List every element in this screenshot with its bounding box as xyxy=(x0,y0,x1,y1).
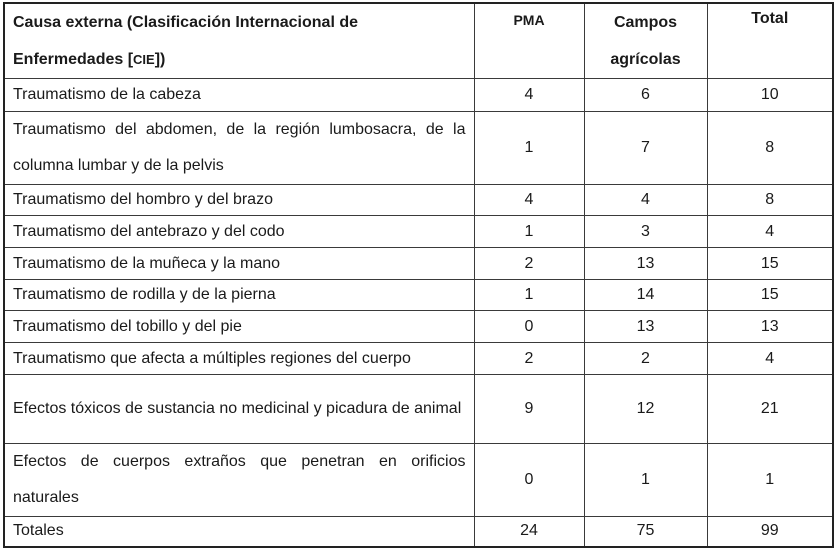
header-cause-line2-pre: Enfermedades [ xyxy=(13,51,134,68)
row-label: Traumatismo del abdomen, de la región lumbosacra, de la columna lumbar y de la pelvis xyxy=(4,112,474,185)
totals-total: 99 xyxy=(707,517,833,547)
row-pma: 0 xyxy=(474,311,584,343)
table-row xyxy=(4,248,833,280)
table-row xyxy=(4,311,833,343)
header-cause-line1: Causa externa (Clasificación Internacional de xyxy=(13,14,359,31)
row-total: 8 xyxy=(707,185,833,216)
header-cause-cie: CIE xyxy=(133,52,155,67)
row-total: 15 xyxy=(707,280,833,311)
row-label: Traumatismo del hombro y del brazo xyxy=(4,185,474,216)
table-row xyxy=(4,216,833,248)
table-row xyxy=(4,79,833,112)
totals-row xyxy=(4,517,833,547)
totals-pma: 24 xyxy=(474,517,584,547)
injury-table xyxy=(3,2,834,548)
table-row xyxy=(4,444,833,517)
row-campos: 12 xyxy=(584,375,707,444)
row-total: 8 xyxy=(707,112,833,185)
row-total: 4 xyxy=(707,343,833,375)
row-campos: 7 xyxy=(584,112,707,185)
row-campos: 14 xyxy=(584,280,707,311)
header-cause-line2-post: ]) xyxy=(154,51,166,68)
row-campos: 2 xyxy=(584,343,707,375)
row-pma: 2 xyxy=(474,248,584,280)
row-pma: 9 xyxy=(474,375,584,444)
header-campos: Campos agrícolas xyxy=(584,3,707,79)
row-label: Traumatismo de rodilla y de la pierna xyxy=(4,280,474,311)
row-pma: 1 xyxy=(474,216,584,248)
row-campos: 6 xyxy=(584,79,707,112)
row-label: Traumatismo del tobillo y del pie xyxy=(4,311,474,343)
row-label: Efectos de cuerpos extraños que penetran en orificios naturales xyxy=(4,444,474,517)
row-total: 21 xyxy=(707,375,833,444)
row-campos: 3 xyxy=(584,216,707,248)
row-campos: 13 xyxy=(584,311,707,343)
row-total: 13 xyxy=(707,311,833,343)
row-label: Traumatismo del antebrazo y del codo xyxy=(4,216,474,248)
table-row xyxy=(4,375,833,444)
table-row xyxy=(4,185,833,216)
table-row xyxy=(4,112,833,185)
row-pma: 4 xyxy=(474,79,584,112)
totals-campos: 75 xyxy=(584,517,707,547)
row-pma: 0 xyxy=(474,444,584,517)
row-pma: 2 xyxy=(474,343,584,375)
table-row xyxy=(4,343,833,375)
row-pma: 1 xyxy=(474,112,584,185)
row-total: 1 xyxy=(707,444,833,517)
row-label: Traumatismo que afecta a múltiples regiones del cuerpo xyxy=(4,343,474,375)
row-total: 10 xyxy=(707,79,833,112)
row-campos: 13 xyxy=(584,248,707,280)
row-campos: 4 xyxy=(584,185,707,216)
row-pma: 1 xyxy=(474,280,584,311)
row-label: Traumatismo de la cabeza xyxy=(4,79,474,112)
header-pma: PMA xyxy=(474,3,584,79)
header-cause xyxy=(4,3,474,79)
table-row xyxy=(4,280,833,311)
row-campos: 1 xyxy=(584,444,707,517)
row-label: Efectos tóxicos de sustancia no medicinal y picadura de animal xyxy=(4,375,474,444)
row-pma: 4 xyxy=(474,185,584,216)
row-total: 15 xyxy=(707,248,833,280)
header-total: Total xyxy=(707,3,833,79)
header-row xyxy=(4,3,833,79)
row-total: 4 xyxy=(707,216,833,248)
row-label: Traumatismo de la muñeca y la mano xyxy=(4,248,474,280)
totals-label: Totales xyxy=(4,517,474,547)
